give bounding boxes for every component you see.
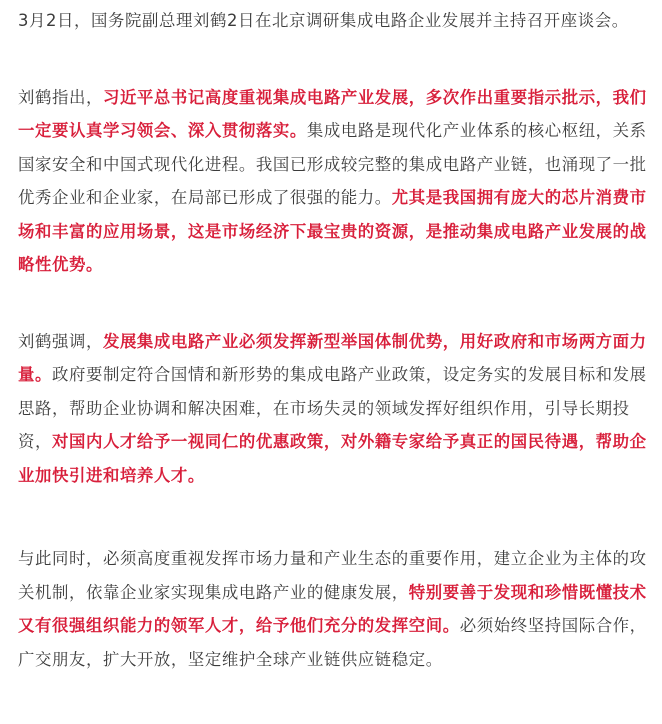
highlight-text: 尤其是我国拥有庞大的芯片消费市场和丰富的应用场景，这是市场经济下最宝贵的资源，是推动集成电路产业发展的战略性优势。 xyxy=(18,188,647,274)
paragraph-spacer xyxy=(18,282,654,325)
paragraph-liu-he-points-out xyxy=(18,81,654,282)
highlight-text: 特别要善于发现和珍惜既懂技术又有很强组织能力的领军人才，给予他们充分的发挥空间。 xyxy=(18,582,647,635)
highlight-text: 习近平总书记高度重视集成电路产业发展，多次作出重要指示批示，我们一定要认真学习领会、深入贯彻落实。 xyxy=(18,87,647,140)
highlight-text: 对国内人才给予一视同仁的优惠政策，对外籍专家给予真正的国民待遇，帮助企业加快引进和培养人才。 xyxy=(18,432,647,485)
paragraph-spacer xyxy=(18,492,654,542)
paragraph-market-forces xyxy=(18,542,654,676)
plain-text: 刘鹤指出， xyxy=(18,87,103,107)
paragraph-liu-he-emphasizes xyxy=(18,325,654,493)
highlight-text: 发展集成电路产业必须发挥新型举国体制优势，用好政府和市场两方面力量。 xyxy=(18,331,647,384)
plain-text: 刘鹤强调， xyxy=(18,331,103,351)
plain-text: 政府要制定符合国情和新形势的集成电路产业政策，设定务实的发展目标和发展思路，帮助企业协调和解决困难，在市场失灵的领域发挥好组织作用，引导长期投资， xyxy=(18,365,647,451)
plain-text: 集成电路是现代化产业体系的核心枢纽，关系国家安全和中国式现代化进程。我国已形成较完整的集成电路产业链，也涌现了一批优秀企业和企业家，在局部已形成了很强的能力。 xyxy=(18,121,647,207)
intro-text: 3月2日，国务院副总理刘鹤2日在北京调研集成电路企业发展并主持召开座谈会。 xyxy=(18,11,629,30)
paragraph-spacer xyxy=(18,38,654,81)
plain-text: 必须始终坚持国际合作，广交朋友，扩大开放，坚定维护全球产业链供应链稳定。 xyxy=(18,616,647,669)
paragraph-intro xyxy=(18,4,654,38)
plain-text: 与此同时，必须高度重视发挥市场力量和产业生态的重要作用，建立企业为主体的攻关机制，依靠企业家实现集成电路产业的健康发展， xyxy=(18,549,647,602)
